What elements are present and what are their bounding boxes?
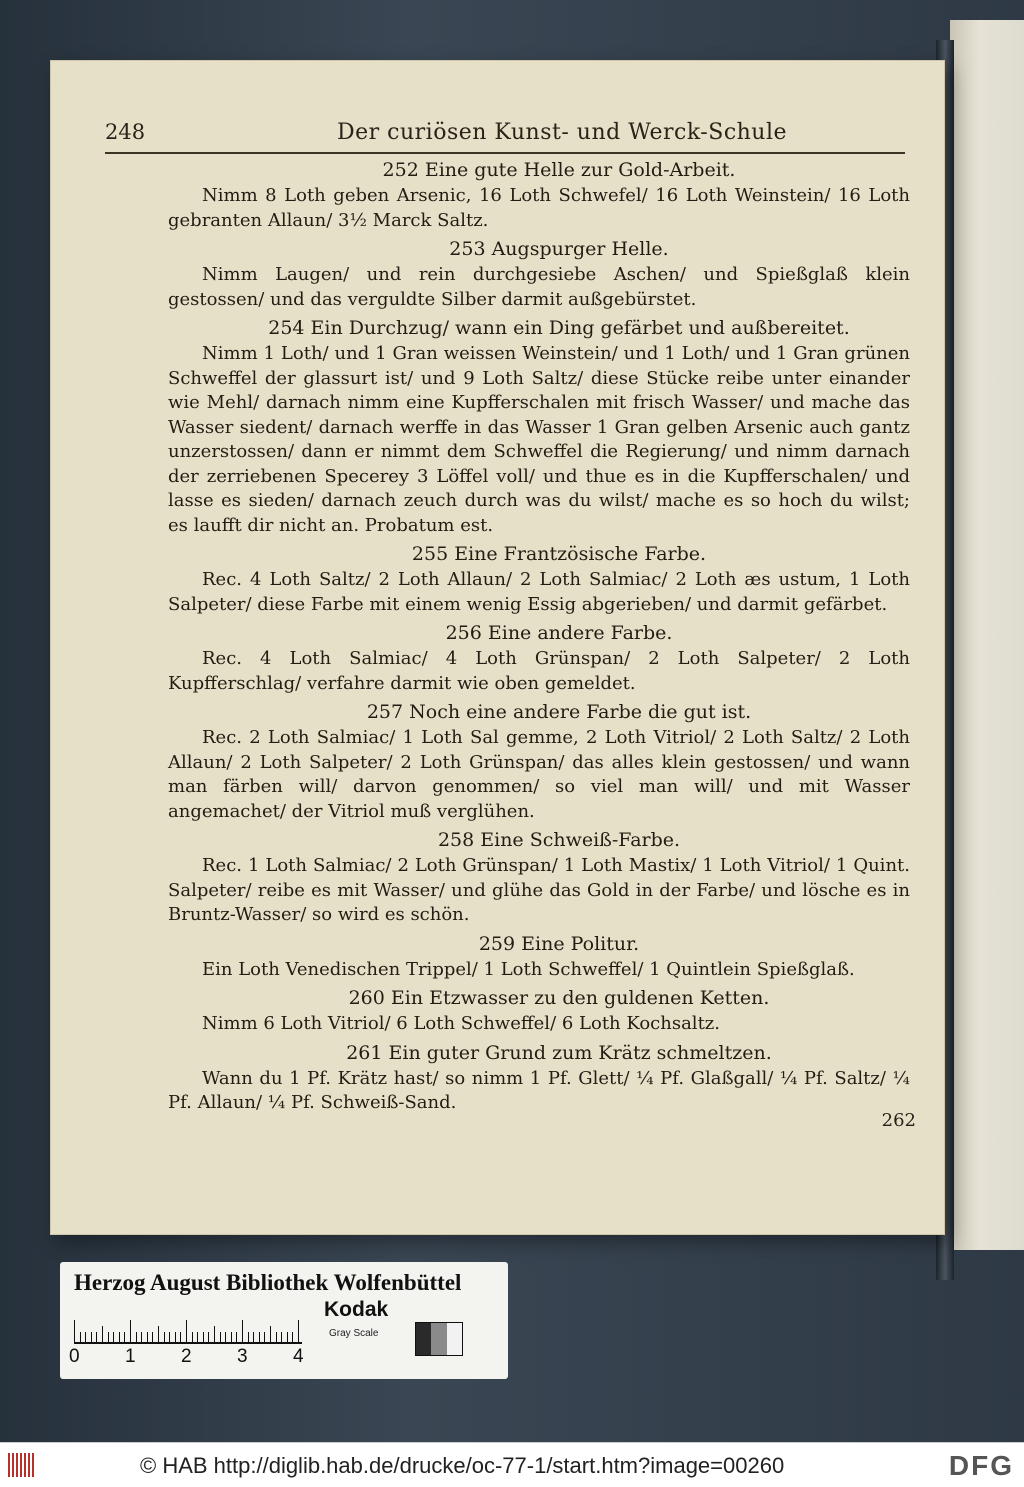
ruler-tick xyxy=(74,1320,75,1342)
ruler-tick xyxy=(96,1332,97,1342)
ruler-tick xyxy=(287,1332,288,1342)
recipe-title: 253 Augspurger Helle. xyxy=(449,238,669,260)
recipe-text: Wann du 1 Pf. Krätz hast/ so nimm 1 Pf. Glett/ ¼ Pf. Glaßgall/ ¼ Pf. Saltz/ ¼ Pf. Allaun/ ¼ Pf. Schweiß-Sand. xyxy=(168,1067,910,1113)
ruler-tick xyxy=(158,1326,159,1342)
ruler-tick xyxy=(175,1332,176,1342)
ruler-tick xyxy=(192,1332,193,1342)
recipe-entry xyxy=(168,316,910,538)
ruler-tick xyxy=(259,1332,260,1342)
kodak-brand: Kodak xyxy=(324,1298,389,1321)
recipe-entry xyxy=(168,621,910,696)
library-label-card xyxy=(60,1262,508,1379)
ruler-tick xyxy=(108,1332,109,1342)
recipe-title: 252 Eine gute Helle zur Gold-Arbeit. xyxy=(382,159,736,181)
ruler-tick xyxy=(248,1332,249,1342)
ruler-number: 0 xyxy=(69,1346,80,1367)
ruler-tick xyxy=(281,1332,282,1342)
recipe-entry xyxy=(168,1041,910,1116)
catchword: 262 xyxy=(881,1110,916,1131)
ruler-tick xyxy=(203,1332,204,1342)
recipe-title: 260 Ein Etzwasser zu den guldenen Ketten. xyxy=(348,987,770,1009)
ruler-tick xyxy=(225,1332,226,1342)
gray-swatch xyxy=(447,1323,462,1355)
recipe-text: Rec. 4 Loth Salmiac/ 4 Loth Grünspan/ 2 Loth Salpeter/ 2 Loth Kupfferschlag/ verfahre darmit wie oben gemeldet. xyxy=(168,648,910,694)
ruler-tick xyxy=(102,1326,103,1342)
ruler-tick xyxy=(124,1332,125,1342)
ruler-tick xyxy=(214,1326,215,1342)
ruler-number: 1 xyxy=(125,1346,136,1367)
ruler-tick xyxy=(180,1332,181,1342)
recipe-entry xyxy=(168,932,910,983)
ruler-tick xyxy=(164,1332,165,1342)
ruler-tick xyxy=(236,1332,237,1342)
recipe-text: Nimm 1 Loth/ und 1 Gran weissen Weinstein/ und 1 Loth/ und 1 Gran grünen Schweffel der glassurt ist/ und 9 Loth Saltz/ diese Stücke reibe unter einander wie Mehl/ darnach nimm eine Kupfferschalen mit frisch Wasser/ und mache das Wasser siedent/ darnach werffe in das Wasser 1 Gran gelben Arsenic auch gantz unzerstossen/ dann er nimmt dem Schweffel die Regierung/ und nimm darnach der zerriebenen Specerey 3 Löffel voll/ und thue es in die Kupfferschalen/ und lasse es sieden/ darnach zeuch durch was du wilst/ mache es so hoch du wilst; es laufft dir nicht an. Probatum est. xyxy=(168,343,910,536)
ruler-tick xyxy=(85,1332,86,1342)
recipe-title: 261 Ein guter Grund zum Krätz schmeltzen. xyxy=(346,1041,772,1064)
dfg-logo: DFG xyxy=(948,1450,1014,1481)
ruler-tick xyxy=(242,1320,243,1342)
recipe-text: Rec. 4 Loth Saltz/ 2 Loth Allaun/ 2 Loth Salmiac/ 2 Loth æs ustum, 1 Loth Salpeter/ diese Farbe mit einem wenig Essig abgerieben/ und darmit gefärbet. xyxy=(168,569,910,615)
recipe-title: 256 Eine andere Farbe. xyxy=(445,622,673,644)
recipe-text: Rec. 1 Loth Salmiac/ 2 Loth Grünspan/ 1 Loth Mastix/ 1 Loth Vitriol/ 1 Quint. Salpeter/ reibe es mit Wasser/ und glühe das Gold in der Farbe/ und lösche es in Bruntz-Wasser/ so wird es schön. xyxy=(168,855,910,925)
adjacent-page-edge xyxy=(950,20,1024,1250)
ruler-tick xyxy=(264,1332,265,1342)
recipe-title: 255 Eine Frantzösische Farbe. xyxy=(411,543,707,565)
ruler-tick xyxy=(113,1332,114,1342)
viewer-footer xyxy=(0,1442,1024,1487)
ruler-tick xyxy=(141,1332,142,1342)
recipe-text: Nimm 8 Loth geben Arsenic, 16 Loth Schwefel/ 16 Loth Weinstein/ 16 Loth gebranten Allaun/ 3½ Marck Saltz. xyxy=(168,185,910,231)
recipe-title: 258 Eine Schweiß-Farbe. xyxy=(437,829,681,851)
recipe-title: 254 Ein Durchzug/ wann ein Ding gefärbet und außbereitet. xyxy=(268,317,850,339)
recipe-entry xyxy=(168,542,910,617)
ruler-tick xyxy=(91,1332,92,1342)
library-name: Herzog August Bibliothek Wolfenbüttel xyxy=(74,1270,462,1295)
recipe-text: Nimm 6 Loth Vitriol/ 6 Loth Schweffel/ 6 Loth Kochsaltz. xyxy=(202,1013,721,1034)
recipe-title: 259 Eine Politur. xyxy=(478,932,640,955)
ruler-number: 4 xyxy=(293,1346,304,1367)
recipe-entry xyxy=(168,986,910,1037)
page-number: 248 xyxy=(105,120,146,144)
recipe-text: Nimm Laugen/ und rein durchgesiebe Aschen/ und Spießglaß klein gestossen/ und das verguldte Silber darmit außgebürstet. xyxy=(168,264,910,310)
ruler-tick xyxy=(119,1332,120,1342)
recipe-entry xyxy=(168,158,910,233)
ruler-tick xyxy=(208,1332,209,1342)
ruler-tick xyxy=(276,1332,277,1342)
ruler-tick xyxy=(136,1332,137,1342)
ruler-tick xyxy=(197,1332,198,1342)
running-head xyxy=(105,118,905,154)
ruler-number: 2 xyxy=(181,1346,192,1367)
ruler-tick xyxy=(231,1332,232,1342)
ruler-tick xyxy=(169,1332,170,1342)
recipe-text: Ein Loth Venedischen Trippel/ 1 Loth Schweffel/ 1 Quintlein Spießglaß. xyxy=(202,958,855,980)
copyright-url[interactable]: © HAB http://diglib.hab.de/drucke/oc-77-1/start.htm?image=00260 xyxy=(140,1453,785,1478)
ruler-tick xyxy=(292,1332,293,1342)
recipe-entry xyxy=(168,828,910,928)
ruler-tick xyxy=(220,1332,221,1342)
ruler-tick xyxy=(270,1326,271,1342)
ruler-baseline xyxy=(74,1342,302,1344)
running-title: Der curiösen Kunst- und Werck-Schule xyxy=(337,120,788,145)
ruler-number: 3 xyxy=(237,1346,248,1367)
recipe-entry xyxy=(168,700,910,824)
ruler-tick xyxy=(80,1332,81,1342)
recipe-entry xyxy=(168,237,910,312)
recipe-entries xyxy=(168,158,910,1120)
gray-swatches xyxy=(415,1322,463,1356)
ruler-tick xyxy=(186,1320,187,1342)
recipe-title: 257 Noch eine andere Farbe die gut ist. xyxy=(366,701,752,723)
scale-ruler xyxy=(74,1308,314,1344)
ruler-tick xyxy=(298,1320,299,1342)
ruler-tick xyxy=(152,1332,153,1342)
hab-barcode-logo-icon xyxy=(8,1453,38,1477)
recipe-text: Rec. 2 Loth Salmiac/ 1 Loth Sal gemme, 2 Loth Vitriol/ 2 Loth Saltz/ 2 Loth Allaun/ 2 Loth Salpeter/ 2 Loth Grünspan/ das alles klein gestossen/ und wann man färben will/ darvon genommen/ so viel man will/ und mit Wasser angemachet/ der Vitriol muß verglühen. xyxy=(168,727,910,822)
gray-swatch xyxy=(431,1323,446,1355)
ruler-tick xyxy=(253,1332,254,1342)
ruler-tick xyxy=(147,1332,148,1342)
grayscale-label: Gray Scale xyxy=(329,1328,379,1339)
ruler-tick xyxy=(130,1320,131,1342)
gray-swatch xyxy=(416,1323,431,1355)
